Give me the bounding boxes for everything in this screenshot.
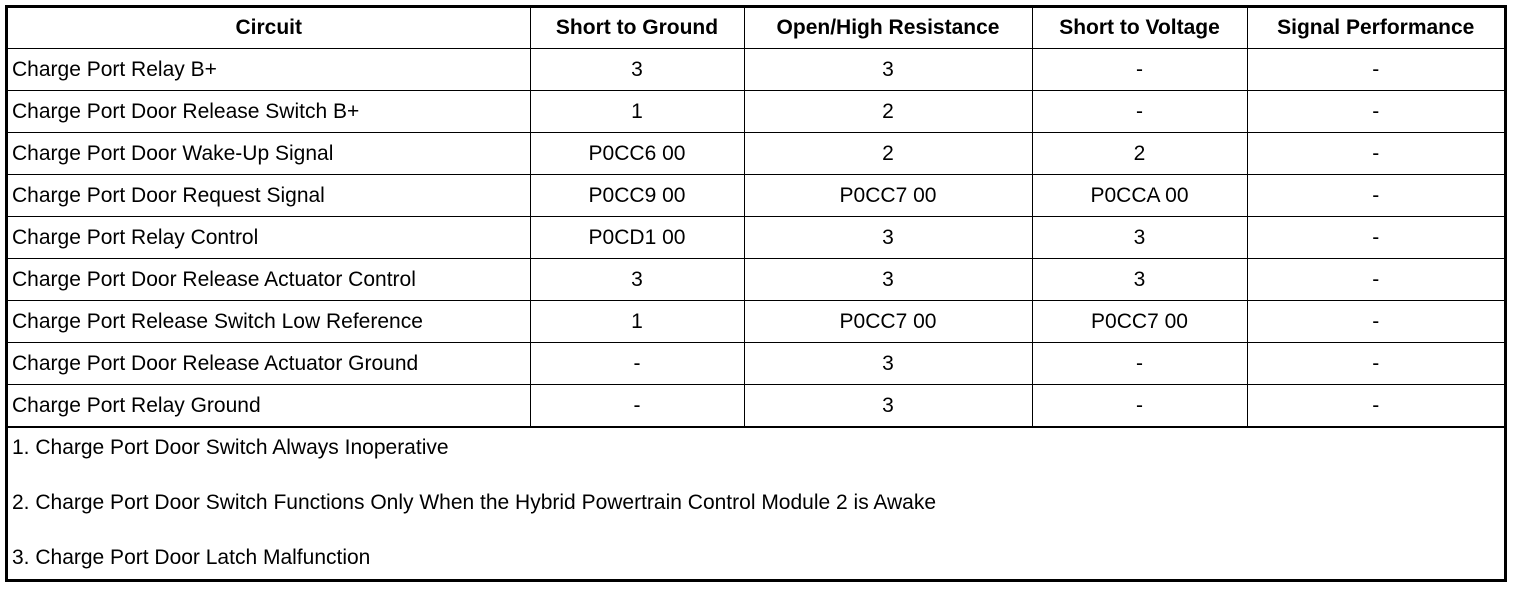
short-to-ground-cell: 3 bbox=[530, 49, 744, 91]
signal-performance-cell: - bbox=[1247, 343, 1504, 385]
table-row bbox=[8, 343, 1504, 385]
short-to-voltage-cell: - bbox=[1032, 385, 1247, 427]
open-high-resistance-cell: 3 bbox=[744, 343, 1032, 385]
table-header-row bbox=[8, 8, 1504, 49]
short-to-ground-cell: - bbox=[530, 385, 744, 427]
open-high-resistance-cell: 3 bbox=[744, 217, 1032, 259]
circuit-cell: Charge Port Door Release Actuator Ground bbox=[8, 343, 530, 385]
column-header-short-to-ground: Short to Ground bbox=[530, 8, 744, 49]
short-to-voltage-cell: - bbox=[1032, 343, 1247, 385]
circuit-fault-table bbox=[8, 8, 1504, 427]
short-to-ground-cell: 1 bbox=[530, 91, 744, 133]
circuit-cell: Charge Port Door Release Switch B+ bbox=[8, 91, 530, 133]
short-to-ground-cell: 3 bbox=[530, 259, 744, 301]
table-row bbox=[8, 259, 1504, 301]
footnote-3: 3. Charge Port Door Latch Malfunction bbox=[12, 546, 371, 569]
short-to-ground-cell: - bbox=[530, 343, 744, 385]
table-row bbox=[8, 217, 1504, 259]
signal-performance-cell: - bbox=[1247, 49, 1504, 91]
table-row bbox=[8, 133, 1504, 175]
short-to-voltage-cell: - bbox=[1032, 49, 1247, 91]
circuit-cell: Charge Port Door Wake-Up Signal bbox=[8, 133, 530, 175]
signal-performance-cell: - bbox=[1247, 91, 1504, 133]
signal-performance-cell: - bbox=[1247, 175, 1504, 217]
circuit-cell: Charge Port Relay Ground bbox=[8, 385, 530, 427]
short-to-ground-cell: 1 bbox=[530, 301, 744, 343]
table-row bbox=[8, 385, 1504, 427]
column-header-circuit: Circuit bbox=[8, 8, 530, 49]
short-to-voltage-cell: P0CC7 00 bbox=[1032, 301, 1247, 343]
short-to-ground-cell: P0CC9 00 bbox=[530, 175, 744, 217]
short-to-voltage-cell: 3 bbox=[1032, 259, 1247, 301]
open-high-resistance-cell: 3 bbox=[744, 49, 1032, 91]
short-to-ground-cell: P0CC6 00 bbox=[530, 133, 744, 175]
signal-performance-cell: - bbox=[1247, 259, 1504, 301]
signal-performance-cell: - bbox=[1247, 133, 1504, 175]
short-to-voltage-cell: 2 bbox=[1032, 133, 1247, 175]
circuit-cell: Charge Port Relay Control bbox=[8, 217, 530, 259]
signal-performance-cell: - bbox=[1247, 301, 1504, 343]
footnote-1: 1. Charge Port Door Switch Always Inoperative bbox=[12, 436, 449, 459]
signal-performance-cell: - bbox=[1247, 385, 1504, 427]
circuit-cell: Charge Port Door Request Signal bbox=[8, 175, 530, 217]
signal-performance-cell: - bbox=[1247, 217, 1504, 259]
open-high-resistance-cell: 2 bbox=[744, 133, 1032, 175]
table-row bbox=[8, 175, 1504, 217]
table-row bbox=[8, 49, 1504, 91]
column-header-open-high-resistance: Open/High Resistance bbox=[744, 8, 1032, 49]
open-high-resistance-cell: 2 bbox=[744, 91, 1032, 133]
open-high-resistance-cell: P0CC7 00 bbox=[744, 175, 1032, 217]
column-header-short-to-voltage: Short to Voltage bbox=[1032, 8, 1247, 49]
footnotes bbox=[8, 427, 1504, 578]
circuit-cell: Charge Port Release Switch Low Reference bbox=[8, 301, 530, 343]
circuit-cell: Charge Port Door Release Actuator Control bbox=[8, 259, 530, 301]
short-to-ground-cell: P0CD1 00 bbox=[530, 217, 744, 259]
table-row bbox=[8, 301, 1504, 343]
short-to-voltage-cell: P0CCA 00 bbox=[1032, 175, 1247, 217]
footnote-2: 2. Charge Port Door Switch Functions Only When the Hybrid Powertrain Control Module 2 is Awake bbox=[12, 491, 937, 514]
open-high-resistance-cell: P0CC7 00 bbox=[744, 301, 1032, 343]
diagnostic-table-frame bbox=[5, 5, 1507, 582]
short-to-voltage-cell: - bbox=[1032, 91, 1247, 133]
open-high-resistance-cell: 3 bbox=[744, 385, 1032, 427]
table-row bbox=[8, 91, 1504, 133]
open-high-resistance-cell: 3 bbox=[744, 259, 1032, 301]
short-to-voltage-cell: 3 bbox=[1032, 217, 1247, 259]
circuit-cell: Charge Port Relay B+ bbox=[8, 49, 530, 91]
column-header-signal-performance: Signal Performance bbox=[1247, 8, 1504, 49]
